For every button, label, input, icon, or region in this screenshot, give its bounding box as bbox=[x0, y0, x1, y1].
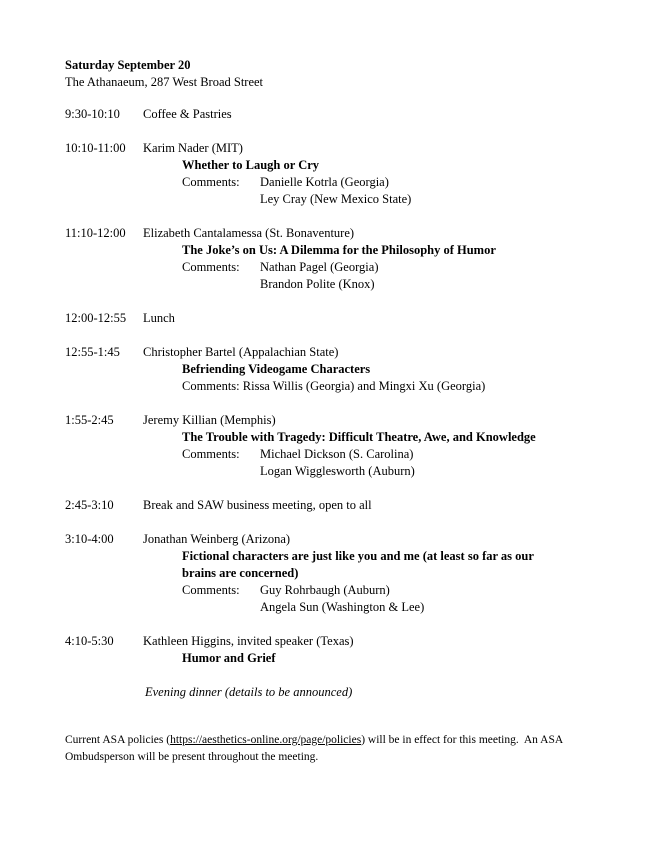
schedule-item-body bbox=[143, 633, 665, 667]
comments-block bbox=[182, 446, 665, 480]
time-range: 12:55-1:45 bbox=[65, 345, 120, 359]
policies-link[interactable]: https://aesthetics-online.org/page/policies bbox=[170, 734, 362, 746]
talk-title-line: brains are concerned) bbox=[182, 566, 299, 580]
commenter: Michael Dickson (S. Carolina) bbox=[260, 447, 414, 461]
speaker-name: Elizabeth Cantalamessa (St. Bonaventure) bbox=[143, 226, 355, 240]
schedule-item-higgins bbox=[65, 633, 665, 667]
commenter: Danielle Kotrla (Georgia) bbox=[260, 175, 389, 189]
document-header bbox=[65, 57, 665, 91]
speaker-name: Karim Nader (MIT) bbox=[143, 141, 243, 155]
commenter-list bbox=[260, 174, 411, 208]
comments-label: Comments: bbox=[182, 260, 240, 274]
footer-text-post-link: ) will be in effect for this meeting. An ASA bbox=[361, 734, 564, 746]
policies-footer bbox=[65, 732, 665, 766]
speaker-name: Jeremy Killian (Memphis) bbox=[143, 413, 276, 427]
time-range: 10:10-11:00 bbox=[65, 141, 126, 155]
commenter: Angela Sun (Washington & Lee) bbox=[260, 600, 425, 614]
talk-title: Befriending Videogame Characters bbox=[182, 362, 371, 376]
commenter: Ley Cray (New Mexico State) bbox=[260, 192, 412, 206]
commenter: Brandon Polite (Knox) bbox=[260, 277, 375, 291]
schedule-item-coffee bbox=[65, 106, 665, 123]
schedule-item-body bbox=[143, 344, 665, 395]
schedule-item-body bbox=[143, 531, 665, 616]
footer-text-pre-link: Current ASA policies ( bbox=[65, 734, 171, 746]
date-title: Saturday September 20 bbox=[65, 58, 191, 72]
speaker-name: Jonathan Weinberg (Arizona) bbox=[143, 532, 291, 546]
talk-title: Humor and Grief bbox=[182, 651, 276, 665]
schedule-item-body bbox=[143, 225, 665, 293]
time-range: 4:10-5:30 bbox=[65, 634, 114, 648]
schedule-item-lunch bbox=[65, 310, 665, 327]
venue-line: The Athanaeum, 287 West Broad Street bbox=[65, 75, 264, 89]
time-range: 9:30-10:10 bbox=[65, 107, 120, 121]
schedule-item-nader bbox=[65, 140, 665, 208]
time-range: 12:00-12:55 bbox=[65, 311, 127, 325]
commenter-list bbox=[260, 259, 378, 293]
comments-inline: Comments: Rissa Willis (Georgia) and Mingxi Xu (Georgia) bbox=[182, 379, 486, 393]
event-label: Lunch bbox=[143, 311, 175, 325]
schedule-item-body bbox=[143, 497, 665, 514]
comments-block bbox=[182, 582, 665, 616]
schedule-item-bartel bbox=[65, 344, 665, 395]
commenter: Logan Wigglesworth (Auburn) bbox=[260, 464, 415, 478]
commenter-list bbox=[260, 582, 424, 616]
talk-title: The Joke’s on Us: A Dilemma for the Philosophy of Humor bbox=[182, 243, 496, 257]
event-label: Coffee & Pastries bbox=[143, 107, 232, 121]
comments-label: Comments: bbox=[182, 447, 240, 461]
evening-dinner-note: Evening dinner (details to be announced) bbox=[145, 685, 353, 699]
schedule-item-body bbox=[143, 106, 665, 123]
talk-title: Whether to Laugh or Cry bbox=[182, 158, 320, 172]
schedule-item-killian bbox=[65, 412, 665, 480]
comments-block bbox=[182, 174, 665, 208]
commenter: Guy Rohrbaugh (Auburn) bbox=[260, 583, 390, 597]
speaker-name: Kathleen Higgins, invited speaker (Texas) bbox=[143, 634, 354, 648]
time-range: 2:45-3:10 bbox=[65, 498, 114, 512]
talk-title: The Trouble with Tragedy: Difficult Theatre, Awe, and Knowledge bbox=[182, 430, 536, 444]
time-range: 3:10-4:00 bbox=[65, 532, 114, 546]
talk-title-line: Fictional characters are just like you and me (at least so far as our bbox=[182, 549, 534, 563]
comments-label: Comments: bbox=[182, 583, 240, 597]
footer-line-1 bbox=[65, 732, 665, 749]
schedule-item-body bbox=[143, 140, 665, 208]
commenter-list bbox=[260, 446, 415, 480]
time-range: 11:10-12:00 bbox=[65, 226, 126, 240]
footer-line-2: Ombudsperson will be present throughout the meeting. bbox=[65, 751, 319, 763]
schedule-item-weinberg bbox=[65, 531, 665, 616]
comments-label: Comments: bbox=[182, 175, 240, 189]
schedule-item-break bbox=[65, 497, 665, 514]
schedule-item-cantalamessa bbox=[65, 225, 665, 293]
speaker-name: Christopher Bartel (Appalachian State) bbox=[143, 345, 339, 359]
comments-block bbox=[182, 259, 665, 293]
commenter: Nathan Pagel (Georgia) bbox=[260, 260, 379, 274]
schedule-item-body bbox=[143, 310, 665, 327]
time-range: 1:55-2:45 bbox=[65, 413, 114, 427]
schedule-item-body bbox=[143, 412, 665, 480]
event-label: Break and SAW business meeting, open to all bbox=[143, 498, 372, 512]
